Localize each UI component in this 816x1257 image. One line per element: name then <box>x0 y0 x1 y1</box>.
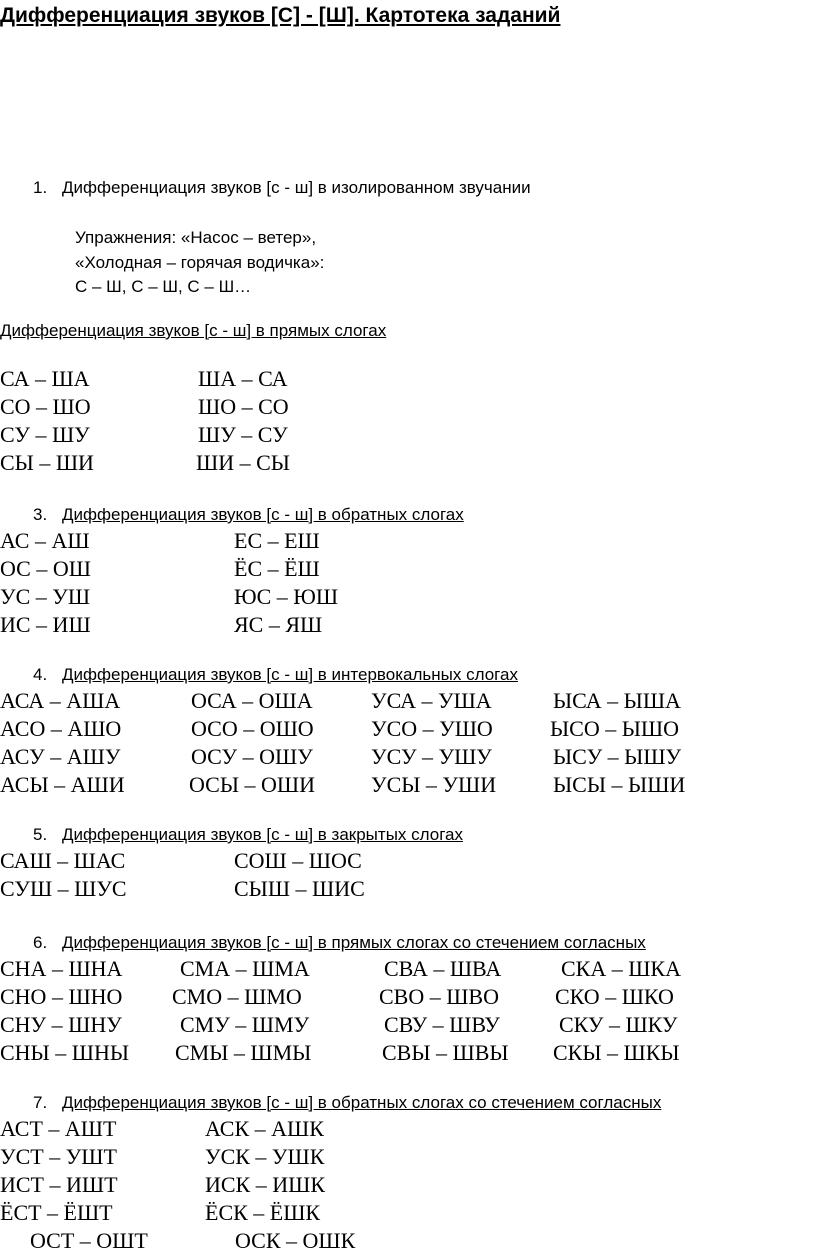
section-2-heading: Дифференциация звуков [с - ш] в прямых слогах <box>0 321 387 340</box>
section-4-number: 4. <box>33 665 48 684</box>
section-5-heading: Дифференциация звуков [с - ш] в закрытых слогах <box>62 825 463 844</box>
syllable-pair: ЁС – ЁШ <box>234 556 320 581</box>
syllable-pair: ОС – ОШ <box>0 556 91 581</box>
syllable-pair: СКО – ШКО <box>555 984 674 1009</box>
syllable-pair: АС – АШ <box>0 528 90 553</box>
syllable-pair: СВУ – ШВУ <box>384 1012 500 1037</box>
syllable-pair: СНА – ШНА <box>0 956 123 981</box>
syllable-pair: АСО – АШО <box>0 716 122 741</box>
section-3-number: 3. <box>33 505 48 524</box>
syllable-pair: УСО – УШО <box>371 716 493 741</box>
syllable-pair: ИСК – ИШК <box>205 1172 325 1197</box>
syllable-pair: АСЫ – АШИ <box>0 772 125 797</box>
syllable-pair: СНУ – ШНУ <box>0 1012 122 1037</box>
section-5-number: 5. <box>33 825 48 844</box>
syllable-pair: СМУ – ШМУ <box>180 1012 310 1037</box>
syllable-pair: ИС – ИШ <box>0 612 91 637</box>
syllable-pair: СУ – ШУ <box>0 422 90 447</box>
syllable-pair: ЮС – ЮШ <box>234 584 339 609</box>
section-6-number: 6. <box>33 933 48 952</box>
syllable-pair: ОСУ – ОШУ <box>191 744 313 769</box>
syllable-pair: СМЫ – ШМЫ <box>175 1040 312 1065</box>
syllable-pair: СА – ША <box>0 366 90 391</box>
syllable-pair: ИСТ – ИШТ <box>0 1172 118 1197</box>
syllable-pair: СВА – ШВА <box>384 956 502 981</box>
syllable-pair: СНЫ – ШНЫ <box>0 1040 130 1065</box>
syllable-pair: ОСЫ – ОШИ <box>189 772 315 797</box>
syllable-pair: АСА – АША <box>0 688 121 713</box>
syllable-pair: ШИ – СЫ <box>196 450 290 475</box>
syllable-pair: ЫСУ – ЫШУ <box>553 744 682 769</box>
syllable-pair: СВЫ – ШВЫ <box>382 1040 509 1065</box>
syllable-pair: СВО – ШВО <box>379 984 499 1009</box>
syllable-pair: ОСТ – ОШТ <box>30 1228 148 1253</box>
syllable-pair: СЫШ – ШИС <box>234 876 365 901</box>
section-7-number: 7. <box>33 1093 48 1112</box>
syllable-pair: ШУ – СУ <box>198 422 288 447</box>
syllable-pair: ЯС – ЯШ <box>234 612 323 637</box>
syllable-pair: СКУ – ШКУ <box>559 1012 678 1037</box>
syllable-pair: УСУ – УШУ <box>371 744 492 769</box>
syllable-pair: СКА – ШКА <box>561 956 681 981</box>
syllable-pair: ША – СА <box>198 366 288 391</box>
section-3-heading: Дифференциация звуков [с - ш] в обратных слогах <box>62 505 464 524</box>
syllable-pair: САШ – ШАС <box>0 848 126 873</box>
syllable-pair: ОСО – ОШО <box>191 716 314 741</box>
syllable-pair: ЕС – ЕШ <box>234 528 320 553</box>
syllable-pair: СОШ – ШОС <box>234 848 362 873</box>
syllable-pair: АСУ – АШУ <box>0 744 121 769</box>
syllable-pair: СМА – ШМА <box>180 956 310 981</box>
syllable-pair: ЫСЫ – ЫШИ <box>553 772 686 797</box>
syllable-pair: АСТ – АШТ <box>0 1116 117 1141</box>
syllable-pair: УСЫ – УШИ <box>371 772 497 797</box>
exercise-line: Упражнения: «Насос – ветер», <box>75 228 317 247</box>
syllable-pair: ОСК – ОШК <box>235 1228 356 1253</box>
syllable-pair: ЫСО – ЫШО <box>550 716 680 741</box>
syllable-pair: АСК – АШК <box>205 1116 324 1141</box>
syllable-pair: УСК – УШК <box>205 1144 325 1169</box>
syllable-pair: СНО – ШНО <box>0 984 123 1009</box>
syllable-pair: СО – ШО <box>0 394 91 419</box>
page-title: Дифференциация звуков [С] - [Ш]. Картотека заданий <box>0 4 561 27</box>
exercise-line: С – Ш, С – Ш, С – Ш… <box>75 277 252 296</box>
syllable-pair: ОСА – ОША <box>191 688 313 713</box>
section-1-number: 1. <box>33 178 48 197</box>
syllable-pair: ЫСА – ЫША <box>553 688 681 713</box>
section-7-heading: Дифференциация звуков [с - ш] в обратных слогах со стечением согласных <box>62 1093 662 1112</box>
syllable-pair: ЁСТ – ЁШТ <box>0 1200 113 1225</box>
exercise-line: «Холодная – горячая водичка»: <box>75 253 325 272</box>
syllable-pair: СМО – ШМО <box>172 984 302 1009</box>
syllable-pair: ЁСК – ЁШК <box>205 1200 321 1225</box>
syllable-pair: СЫ – ШИ <box>0 450 94 475</box>
syllable-pair: УС – УШ <box>0 584 91 609</box>
section-4-heading: Дифференциация звуков [с - ш] в интервокальных слогах <box>62 665 518 684</box>
syllable-pair: УСТ – УШТ <box>0 1144 117 1169</box>
section-1-heading: Дифференциация звуков [с - ш] в изолированном звучании <box>62 178 531 197</box>
syllable-pair: СУШ – ШУС <box>0 876 127 901</box>
syllable-pair: УСА – УША <box>371 688 492 713</box>
syllable-pair: ШО – СО <box>198 394 289 419</box>
syllable-pair: СКЫ – ШКЫ <box>553 1040 680 1065</box>
section-6-heading: Дифференциация звуков [с - ш] в прямых слогах со стечением согласных <box>62 933 646 952</box>
